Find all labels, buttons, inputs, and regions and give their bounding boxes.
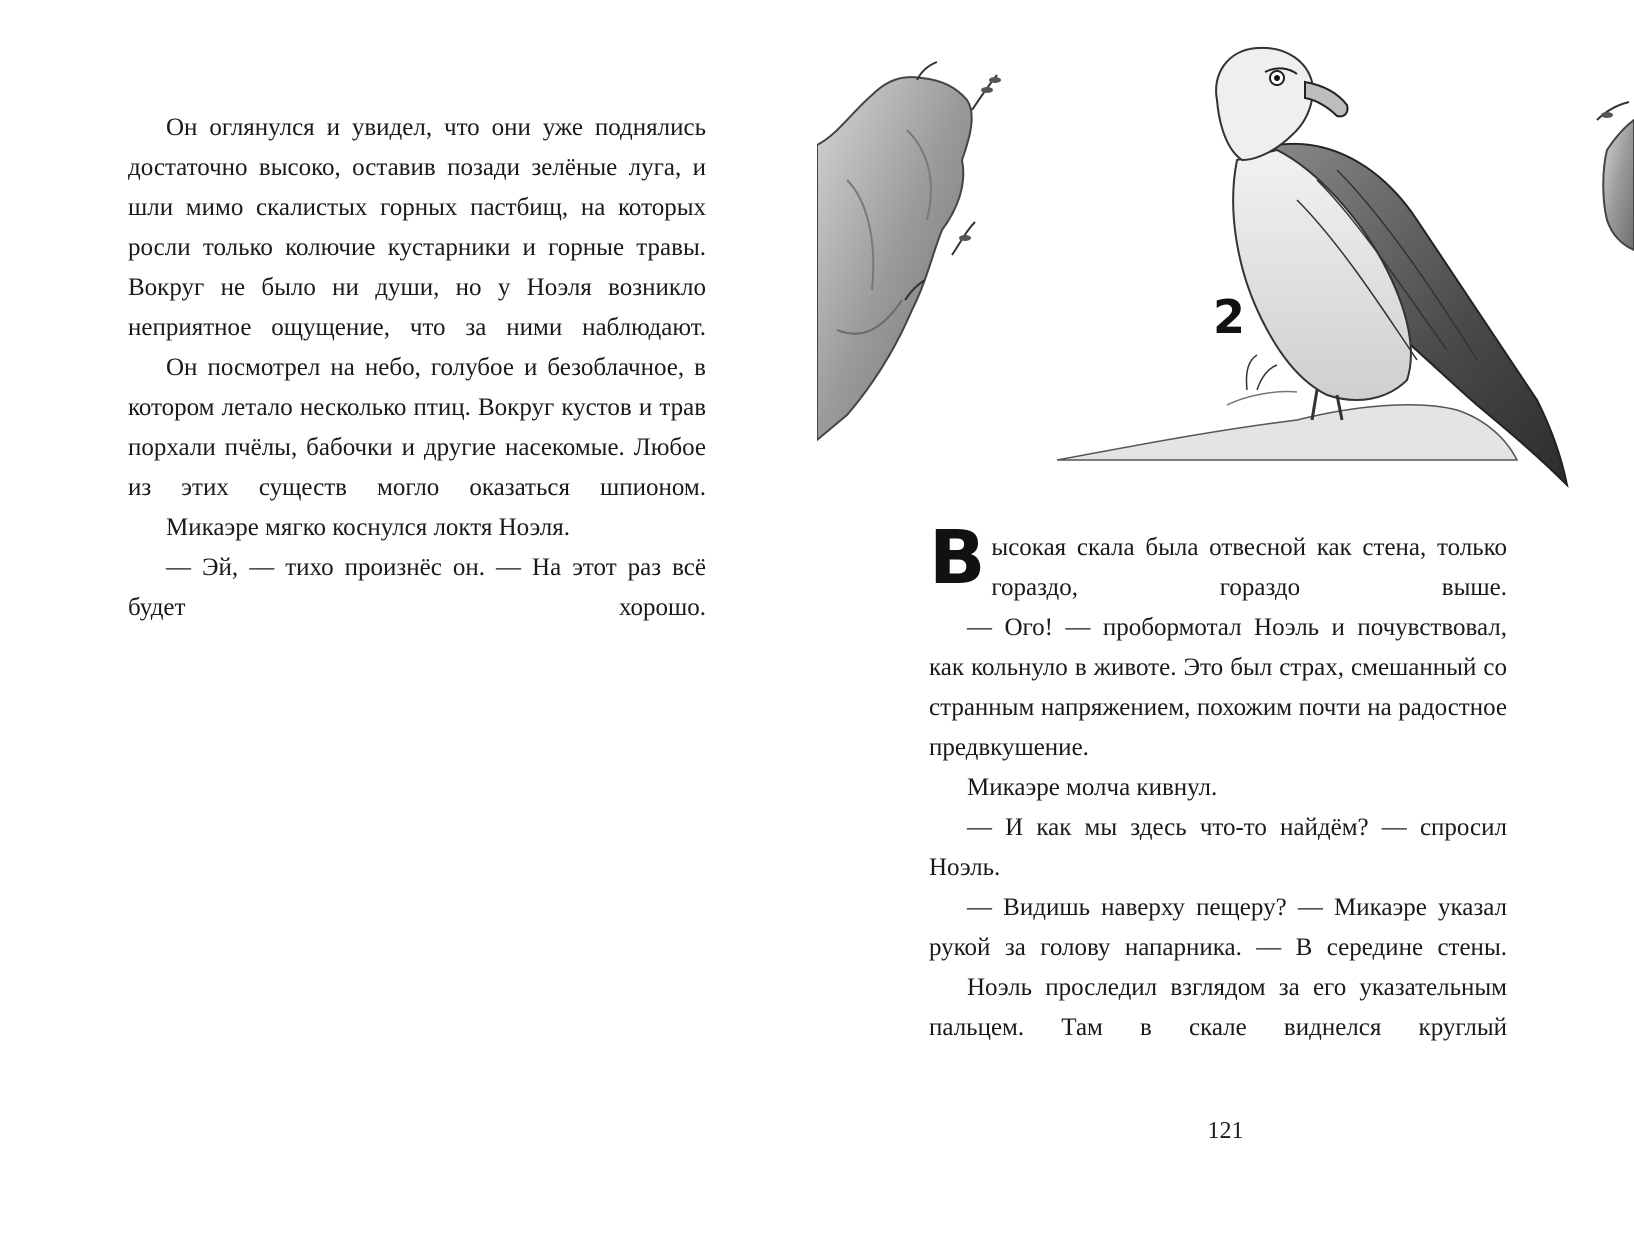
paragraph: — И как мы здесь что-то найдём? — спросил Ноэль.	[929, 814, 1507, 881]
paragraph: — Видишь наверху пещеру? — Микаэре указал рукой за голову напарника. — В середине стены.	[929, 894, 1507, 961]
paragraph: — Ого! — пробормотал Ноэль и почувствовал, как кольнуло в животе. Это был страх, смешанный со странным напряжением, похожим почти на радостное предвкушение.	[929, 614, 1507, 761]
paragraph: Микаэре молча кивнул.	[967, 774, 1218, 801]
right-page	[817, 0, 1634, 1246]
chapter-illustration	[817, 0, 1634, 520]
page-number: 121	[1207, 1118, 1244, 1144]
paragraph: — Эй, — тихо произнёс он. — На этот раз всё будет хорошо.	[128, 554, 706, 621]
paragraph-text: ысокая скала была отвесной как стена, только гораздо, гораздо выше.	[991, 534, 1507, 601]
rock-right-icon	[1597, 102, 1634, 250]
right-page-text	[929, 515, 1507, 1048]
dropcap: В	[929, 515, 986, 601]
chapter-number: 2	[1213, 290, 1246, 344]
paragraph	[929, 515, 1507, 608]
paragraph: Микаэре мягко коснулся локтя Ноэля.	[166, 514, 570, 541]
paragraph: Ноэль проследил взглядом за его указательным пальцем. Там в скале виднелся круглый	[929, 974, 1507, 1041]
paragraph: Он оглянулся и увидел, что они уже поднялись достаточно высоко, оставив позади зелёные луга, и шли мимо скалистых горных пастбищ, на которых росли только колючие кустарники и горные травы. Вокруг не было ни души, но у Ноэля возникло неприятное ощущение, что за ними наблюдают.	[128, 114, 706, 341]
left-page-text	[128, 108, 706, 628]
rock-left-icon	[817, 62, 1001, 440]
paragraph: Он посмотрел на небо, голубое и безоблачное, в котором летало несколько птиц. Вокруг кустов и трав порхали пчёлы, бабочки и другие насекомые. Любое из этих существ могло оказаться шпионом.	[128, 354, 706, 501]
